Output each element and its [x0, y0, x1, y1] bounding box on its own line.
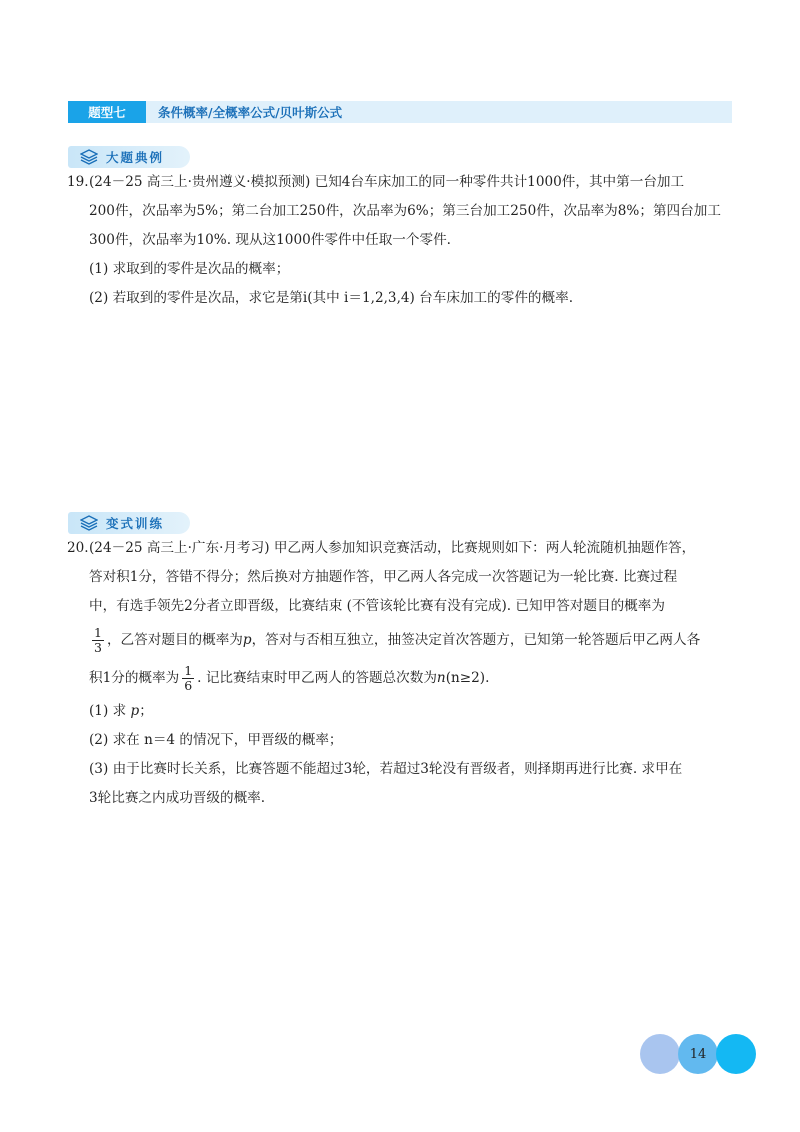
question-text-line: (24－25 高三上·贵州遵义·模拟预测) 已知4台车床加工的同一种零件共计1000件，其中第一台加工	[89, 174, 685, 190]
practice-badge-label: 变式训练	[106, 516, 165, 531]
question-20	[67, 534, 735, 813]
example-badge	[68, 146, 190, 168]
question-text-line: 300件，次品率为10%. 现从这1000件零件中任取一个零件.	[89, 232, 451, 248]
question-text-line: 200件，次品率为5%；第二台加工250件，次品率为6%；第三台加工250件，次品率为8%；第四台加工	[89, 203, 721, 219]
question-number: 20.	[67, 540, 89, 556]
layers-icon	[80, 515, 98, 531]
practice-badge	[68, 512, 190, 534]
question-text-line: $\frac{1}{3}$ ，乙答对题目的概率为p，答对与否相互独立，抽签决定首次答题方，已知第一轮答题后甲乙两人各	[94, 625, 701, 655]
decor-circle	[716, 1034, 756, 1074]
question-number: 19.	[67, 174, 89, 190]
decor-circle	[640, 1034, 680, 1074]
sub-question: (1) 求 p；	[89, 703, 153, 719]
fraction: $\frac{1}{6}$	[184, 663, 193, 693]
section-tag: 题型七	[68, 101, 146, 123]
section-header	[68, 101, 732, 123]
sub-question: (3) 由于比赛时长关系，比赛答题不能超过3轮，若超过3轮没有晋级者，则择期再进行比赛. 求甲在	[89, 761, 683, 777]
sub-question: (2) 求在 n＝4 的情况下，甲晋级的概率；	[89, 732, 343, 748]
fraction: $\frac{1}{3}$	[94, 625, 102, 655]
sub-question: (2) 若取到的零件是次品，求它是第i(其中 i＝1,2,3,4) 台车床加工的零件的概率.	[89, 290, 574, 306]
section-title: 条件概率/全概率公式/贝叶斯公式	[158, 105, 343, 120]
question-text-line: 答对积1分，答错不得分；然后换对方抽题作答，甲乙两人各完成一次答题记为一轮比赛. 比赛过程	[89, 569, 678, 585]
question-19	[67, 168, 735, 313]
page-number-badge	[640, 1034, 760, 1076]
question-text-line: 中，有选手领先2分者立即晋级，比赛结束 (不管该轮比赛有没有完成). 已知甲答对题目的概率为	[89, 598, 665, 614]
sub-question: (1) 求取到的零件是次品的概率；	[89, 261, 290, 277]
page-number: 14	[689, 1046, 707, 1062]
question-text-line: (24－25 高三上·广东·月考习) 甲乙两人参加知识竞赛活动，比赛规则如下：两人轮流随机抽题作答，	[89, 540, 696, 556]
layers-icon	[80, 149, 98, 165]
example-badge-label: 大题典例	[106, 150, 165, 165]
sub-question: 3轮比赛之内成功晋级的概率.	[89, 790, 266, 806]
question-text-line: 积1分的概率为 $\frac{1}{6}$ . 记比赛结束时甲乙两人的答题总次数为n(n≥2).	[89, 663, 490, 693]
